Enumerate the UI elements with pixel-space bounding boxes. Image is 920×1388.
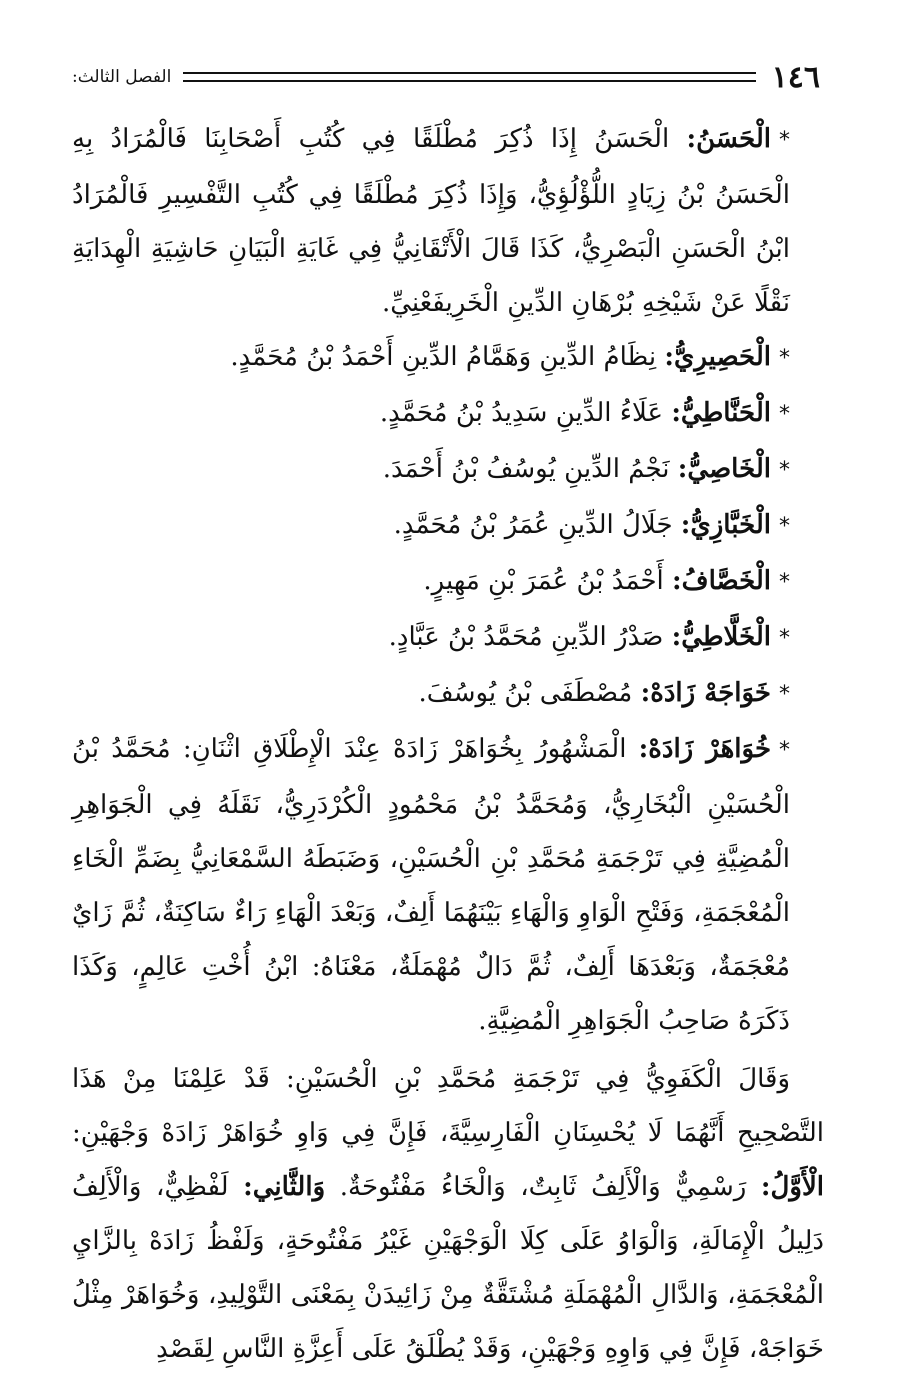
kafawi-paragraph — [72, 1052, 824, 1376]
second-label: وَالثَّانِي: — [243, 1172, 326, 1202]
entry-al-khabbazi — [72, 498, 824, 554]
bullet-star: * — [779, 458, 790, 483]
bullet-star: * — [779, 738, 791, 763]
entry-text: نِظَامُ الدِّينِ وَهَمَّامُ الدِّينِ أَحْمَدُ بْنُ مُحَمَّدٍ. — [230, 342, 657, 372]
page-number: ١٤٦ — [771, 59, 820, 95]
entry-text: أَحْمَدُ بْنُ عُمَرَ بْنِ مَهِيرٍ. — [423, 566, 664, 596]
bullet-star: * — [779, 346, 790, 371]
header-rule — [183, 72, 755, 82]
entry-khuwahar-zadah — [72, 722, 824, 1048]
entry-khawajah-zadah — [72, 666, 824, 722]
entry-text: مُصْطَفَى بْنُ يُوسُفَ. — [418, 678, 633, 708]
entry-al-hasiri — [72, 330, 824, 386]
first-text: رَسْمِيٌّ وَالْأَلِفُ ثَابِتٌ، وَالْخَاءُ مَفْتُوحَةٌ. — [339, 1172, 747, 1202]
bullet-star: * — [779, 570, 790, 595]
bullet-star: * — [779, 514, 790, 539]
entry-text: جَلَالُ الدِّينِ عُمَرُ بْنُ مُحَمَّدٍ. — [393, 510, 673, 540]
entry-term: خَوَاجَهْ زَادَهْ: — [640, 678, 771, 708]
entry-term: الْخَبَّازِيُّ: — [680, 510, 771, 540]
entry-text: الْحَسَنُ إِذَا ذُكِرَ مُطْلَقًا فِي كُتُبِ أَصْحَابِنَا فَالْمُرَادُ بِهِ الْحَسَنُ بْنُ زِيَادٍ اللُّؤْلُؤِيُّ، وَإِذَا ذُكِرَ مُطْلَقًا فِي كُتُبِ التَّفْسِيرِ فَالْمُرَادُ ابْنُ الْحَسَنِ الْبَصْرِيُّ، كَذَا قَالَ الْأَتْقَانِيُّ فِي غَايَةِ الْبَيَانِ حَاشِيَةِ الْهِدَايَةِ نَقْلًا عَنْ شَيْخِهِ بُرْهَانِ الدِّينِ الْخَرِيفَعْنِيِّ. — [72, 124, 790, 318]
entry-al-hannati — [72, 386, 824, 442]
first-label: الْأَوَّلُ: — [760, 1172, 825, 1202]
paragraph-text: وَقَالَ الْكَفَوِيُّ فِي تَرْجَمَةِ مُحَمَّدِ بْنِ الْحُسَيْنِ: قَدْ عَلِمْنَا مِنْ هَذَا التَّصْحِيحِ أَنَّهُمَا لَا يُحْسِنَانِ الْفَارِسِيَّةَ، فَإِنَّ فِي وَاوِ خُوَاهَرْ زَادَهْ وَجْهَيْنِ: — [72, 1064, 824, 1148]
entry-term: الْخَلَّاطِيُّ: — [671, 622, 771, 652]
entry-al-khallati — [72, 610, 824, 666]
entry-term: الْخَصَّافُ: — [672, 566, 771, 596]
second-text: لَفْظِيٌّ، وَالْأَلِفُ دَلِيلُ الْإِمَالَةِ، وَالْوَاوُ عَلَى كِلَا الْوَجْهَيْنِ غَيْرُ مَفْتُوحَةٍ، وَلَفْظُ زَادَهْ بِالزَّايِ الْمُعْجَمَةِ، وَالدَّالِ الْمُهْمَلَةِ مُشْتَقَّةٌ مِنْ زَائِيدَنْ بِمَعْنَى التَّوْلِيدِ، وَخُوَاهَرْ مِثْلُ خَوَاجَهْ، فَإِنَّ فِي وَاوِهِ وَجْهَيْنِ، وَقَدْ يُطْلَقُ عَلَى أَعِزَّةِ النَّاسِ لِقَصْدِ — [72, 1172, 824, 1364]
entry-al-khasi — [72, 442, 824, 498]
entry-term: خُوَاهَرْ زَادَهْ: — [638, 734, 772, 764]
entry-term: الْحَسَنُ: — [686, 124, 771, 154]
entry-term: الْحَصِيرِيُّ: — [664, 342, 771, 372]
entry-term: الْخَاصِيُّ: — [677, 454, 771, 484]
bullet-star: * — [779, 402, 790, 427]
running-header — [72, 60, 820, 94]
entry-text: عَلَاءُ الدِّينِ سَدِيدُ بْنُ مُحَمَّدٍ. — [379, 398, 664, 428]
chapter-title: الفصل الثالث: — [72, 67, 172, 87]
bullet-star: * — [779, 128, 790, 153]
bullet-star: * — [779, 626, 790, 651]
bullet-star: * — [779, 682, 790, 707]
page-body — [72, 112, 824, 1376]
entry-al-hasan — [72, 112, 824, 330]
entry-text: الْمَشْهُورُ بِخُوَاهَرْ زَادَهْ عِنْدَ الْإِطْلَاقِ اثْنَانِ: مُحَمَّدُ بْنُ الْحُسَيْنِ الْبُخَارِيُّ، وَمُحَمَّدُ بْنُ مَحْمُودٍ الْكُرْدَرِيُّ، نَقَلَهُ فِي الْجَوَاهِرِ الْمُضِيَّةِ فِي تَرْجَمَةِ مُحَمَّدِ بْنِ الْحُسَيْنِ، وَضَبَطَهُ السَّمْعَانِيُّ بِضَمِّ الْخَاءِ الْمُعْجَمَةِ، وَفَتْحِ الْوَاوِ وَالْهَاءِ بَيْنَهُمَا أَلِفٌ، وَبَعْدَ الْهَاءِ رَاءٌ سَاكِنَةٌ، ثُمَّ زَايٌ مُعْجَمَةٌ، وَبَعْدَهَا أَلِفٌ، ثُمَّ دَالٌ مُهْمَلَةٌ، مَعْنَاهُ: ابْنُ أُخْتِ عَالِمٍ، وَكَذَا ذَكَرَهُ صَاحِبُ الْجَوَاهِرِ الْمُضِيَّةِ. — [72, 734, 790, 1036]
entry-text: صَدْرُ الدِّينِ مُحَمَّدُ بْنُ عَبَّادٍ. — [388, 622, 664, 652]
entry-al-khassaf — [72, 554, 824, 610]
entry-term: الْحَنَّاطِيُّ: — [671, 398, 771, 428]
entry-text: نَجْمُ الدِّينِ يُوسُفُ بْنُ أَحْمَدَ. — [382, 454, 670, 484]
